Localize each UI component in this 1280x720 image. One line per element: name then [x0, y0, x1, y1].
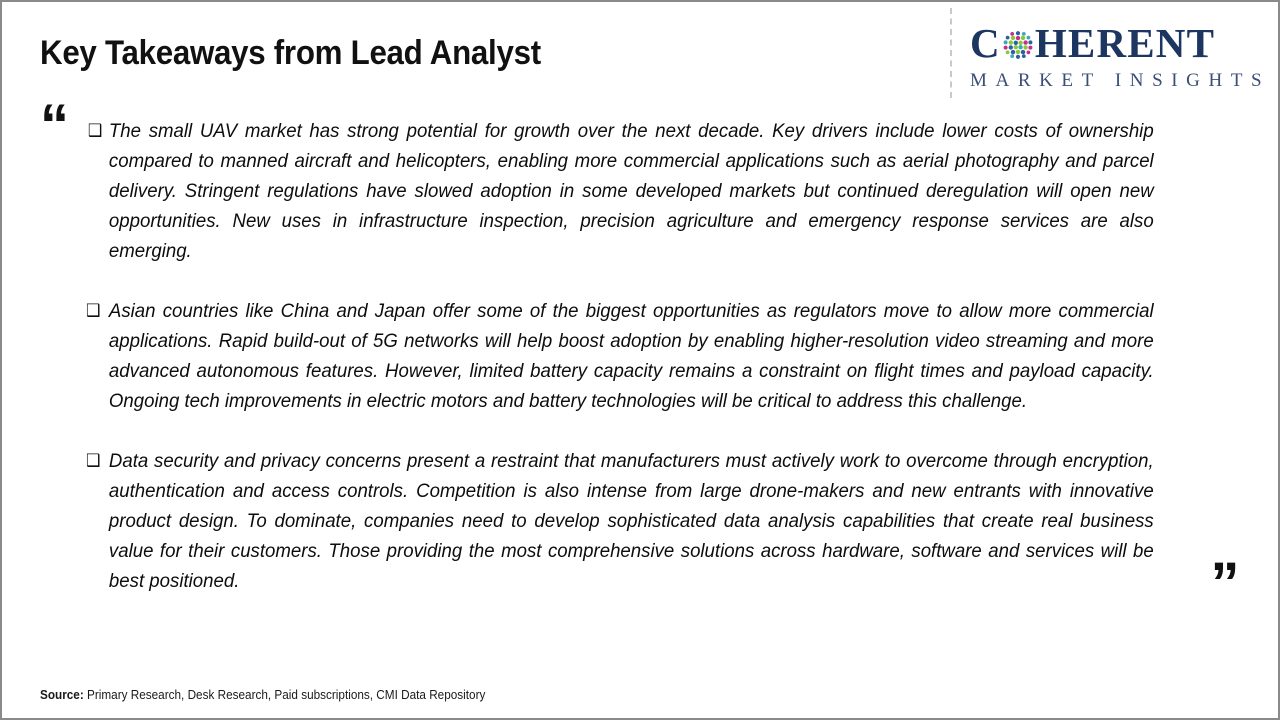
- list-item: [86, 446, 1154, 596]
- slide-header: [2, 2, 1280, 102]
- header-divider: [950, 8, 952, 98]
- source-note: [40, 688, 485, 702]
- source-label: Source:: [40, 688, 84, 702]
- logo-letter-c: C: [970, 20, 1001, 66]
- source-value: Primary Research, Desk Research, Paid subscriptions, CMI Data Repository: [83, 688, 486, 702]
- logo-wordmark: [970, 20, 1270, 66]
- list-item: [86, 116, 1154, 266]
- logo-tagline: MARKET INSIGHTS: [970, 70, 1271, 91]
- close-quote-icon: ”: [1210, 551, 1238, 616]
- list-item-text: The small UAV market has strong potential for growth over the next decade. Key drivers include lower costs of ownership compared to manned aircraft and helicopters, enabling more commercial applications such as aerial photography and parcel delivery. Stringent regulations have slowed adoption in some developed markets but continued deregulation will open new opportunities. New uses in infrastructure inspection, precision agriculture and emergency response services are also emerging.: [108, 120, 1154, 262]
- takeaways-list: [86, 116, 1204, 596]
- bullet-square-icon: ❑: [87, 121, 103, 140]
- company-logo: [970, 20, 1270, 96]
- list-item-text: Asian countries like China and Japan offer some of the biggest opportunities as regulators move to allow more commercial applications. Rapid build-out of 5G networks will help boost adoption by enabling higher-resolution video streaming and more advanced autonomous features. However, limited battery capacity remains a constraint on flight times and payload capacity. Ongoing tech improvements in electric motors and battery technologies will be critical to address this challenge.: [108, 300, 1154, 412]
- slide-body: [2, 93, 1280, 662]
- globe-icon: [1001, 25, 1035, 59]
- bullet-square-icon: ❑: [86, 451, 101, 470]
- logo-wordmark-rest: HERENT: [1034, 20, 1216, 66]
- list-item-text: Data security and privacy concerns present a restraint that manufacturers must actively work to overcome through encryption, authentication and access controls. Competition is also intense from large drone-makers and new entrants with innovative product design. To dominate, companies need to develop sophisticated data analysis capabilities that create real business value for their customers. Those providing the most comprehensive solutions across hardware, software and services will be best positioned.: [108, 450, 1154, 592]
- bullet-square-icon: ❑: [86, 301, 101, 320]
- list-item: [86, 296, 1154, 416]
- open-quote-icon: “: [40, 93, 67, 158]
- page-title: Key Takeaways from Lead Analyst: [40, 34, 541, 72]
